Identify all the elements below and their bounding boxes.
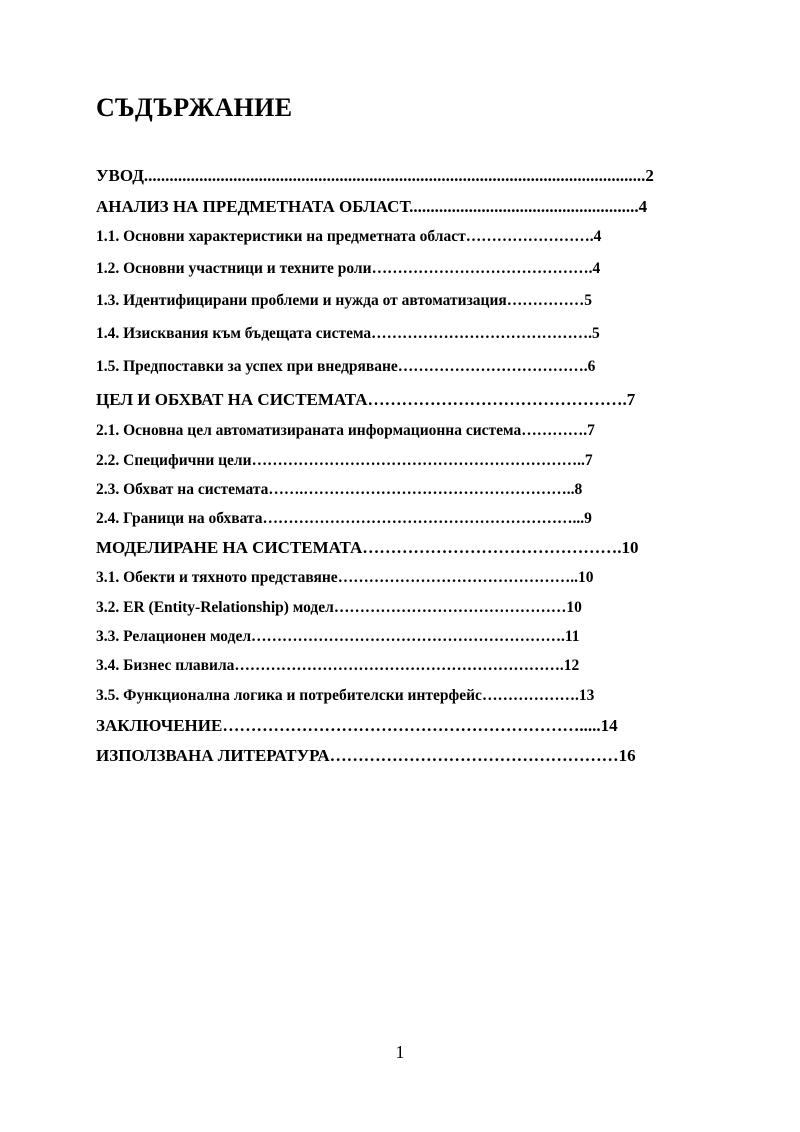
toc-entry-page: 16 (618, 746, 636, 765)
toc-entry-2-1[interactable] (96, 421, 595, 441)
toc-entry-2-2[interactable] (96, 451, 593, 471)
toc-entry-page: ..10 (570, 569, 594, 586)
toc-entry-page: ..8 (566, 481, 583, 498)
toc-entry-1-3[interactable] (96, 291, 592, 311)
toc-entry-page: 2 (645, 166, 654, 185)
page-title: СЪДЪРЖАНИЕ (96, 93, 293, 122)
toc-entry-leader: ……………………………………… (337, 569, 571, 586)
toc-entry-page: .6 (583, 358, 596, 375)
toc-entry-title: 3.4. Бизнес плавила (96, 657, 235, 674)
toc-entry-conclusion[interactable] (96, 716, 618, 736)
toc-entry-page: .7 (583, 422, 595, 439)
toc-entry-title: ЗАКЛЮЧЕНИЕ (96, 716, 223, 735)
toc-entry-title: 1.1. Основни характеристики на предметната област (96, 228, 466, 245)
toc-entry-leader: …………………………………… (371, 260, 589, 277)
toc-entry-references[interactable] (96, 746, 636, 766)
toc-entry-title: 1.3. Идентифицирани проблеми и нужда от автоматизация (96, 292, 507, 309)
toc-entry-title: МОДЕЛИРАНЕ НА СИСТЕМАТА (96, 538, 363, 557)
toc-entry-page: .12 (559, 657, 580, 674)
toc-entry-1-5[interactable] (96, 357, 595, 377)
toc-entry-leader: ...................................................... (409, 197, 639, 216)
toc-entry-1-4[interactable] (96, 324, 600, 344)
toc-entry-title: 1.4. Изисквания към бъдещата система (96, 325, 372, 342)
toc-entry-page: .7 (622, 390, 636, 409)
toc-entry-leader: …………… (506, 292, 585, 309)
toc-entry-3-2[interactable] (96, 598, 582, 618)
toc-entry-page: .10 (617, 538, 639, 557)
toc-entry-leader: …….…………………………………………… (268, 481, 567, 498)
toc-entry-title: УВОД (96, 166, 144, 185)
toc-entry-page: 11 (564, 628, 580, 645)
toc-entry-leader: ………………. (481, 687, 579, 704)
toc-entry-title: 1.2. Основни участници и техните роли (96, 260, 372, 277)
toc-entry-leader: ……………………………………………………… (251, 452, 578, 469)
toc-entry-leader: …………………… (465, 228, 590, 245)
toc-entry-page: 4 (638, 197, 648, 216)
toc-entry-2-4[interactable] (96, 509, 592, 529)
toc-entry-title: 3.1. Обекти и тяхното представяне (96, 569, 338, 586)
toc-entry-title: 2.1. Основна цел автоматизираната информационна система (96, 422, 522, 439)
toc-entry-page: .5 (588, 325, 600, 342)
toc-entry-leader: …………………………………………………… (262, 510, 573, 527)
toc-entry-leader: ……………………………………………………… (234, 657, 560, 674)
toc-entry-leader: ……………………………… (397, 358, 584, 375)
toc-entry-page: 14 (600, 716, 618, 735)
toc-entry-title: 3.5. Функционална логика и потребителски интерфейс (96, 687, 482, 704)
toc-entry-2-3[interactable] (96, 480, 582, 500)
toc-entry-leader: …………………………………………… (329, 746, 619, 765)
toc-entry-modeling[interactable] (96, 538, 638, 558)
toc-entry-1-1[interactable] (96, 227, 601, 247)
toc-entry-title: ИЗПОЛЗВАНА ЛИТЕРАТУРА (96, 746, 330, 765)
toc-entry-leader: ...................................................................................................................... (143, 166, 646, 185)
toc-entry-leader: ……………………………………… (367, 390, 623, 409)
toc-entry-page: .4 (589, 228, 602, 245)
toc-entry-leader: …………………………………… (371, 325, 589, 342)
toc-entry-intro[interactable] (96, 166, 654, 186)
toc-entry-title: 2.2. Специфични цели (96, 452, 252, 469)
toc-entry-leader: ……………………………………………………. (251, 628, 565, 645)
toc-entry-leader: ……………………………………… (362, 538, 618, 557)
toc-entry-title: 1.5. Предпоставки за успех при внедряване (96, 358, 398, 375)
toc-entry-title: 3.2. ER (Entity-Relationship) модел (96, 599, 334, 616)
page-number: 1 (395, 1042, 405, 1062)
toc-entry-page: 5 (584, 292, 593, 309)
toc-entry-page: 13 (578, 687, 595, 704)
toc-entry-title: ЦЕЛ И ОБХВАТ НА СИСТЕМАТА (96, 390, 368, 409)
toc-entry-goal-scope[interactable] (96, 390, 635, 410)
toc-entry-3-5[interactable] (96, 686, 594, 706)
toc-entry-title: 3.3. Релационен модел (96, 628, 252, 645)
toc-entry-leader: ………………………………………………………..... (222, 716, 601, 735)
toc-entry-leader: ………… (521, 422, 584, 439)
toc-entry-page: 10 (566, 599, 582, 616)
toc-entry-page: ..7 (577, 452, 593, 469)
toc-entry-title: 2.3. Обхват на системата (96, 481, 269, 498)
toc-entry-3-4[interactable] (96, 656, 579, 676)
toc-entry-1-2[interactable] (96, 259, 600, 279)
toc-entry-3-1[interactable] (96, 568, 593, 588)
toc-entry-leader: ……………………………………… (333, 599, 567, 616)
toc-entry-analysis[interactable] (96, 197, 647, 217)
toc-entry-title: 2.4. Граници на обхвата (96, 510, 263, 527)
toc-entry-title: АНАЛИЗ НА ПРЕДМЕТНАТА ОБЛАСТ (96, 197, 410, 216)
toc-entry-page: .4 (588, 260, 601, 277)
toc-entry-page: ...9 (572, 510, 592, 527)
toc-entry-3-3[interactable] (96, 627, 580, 647)
